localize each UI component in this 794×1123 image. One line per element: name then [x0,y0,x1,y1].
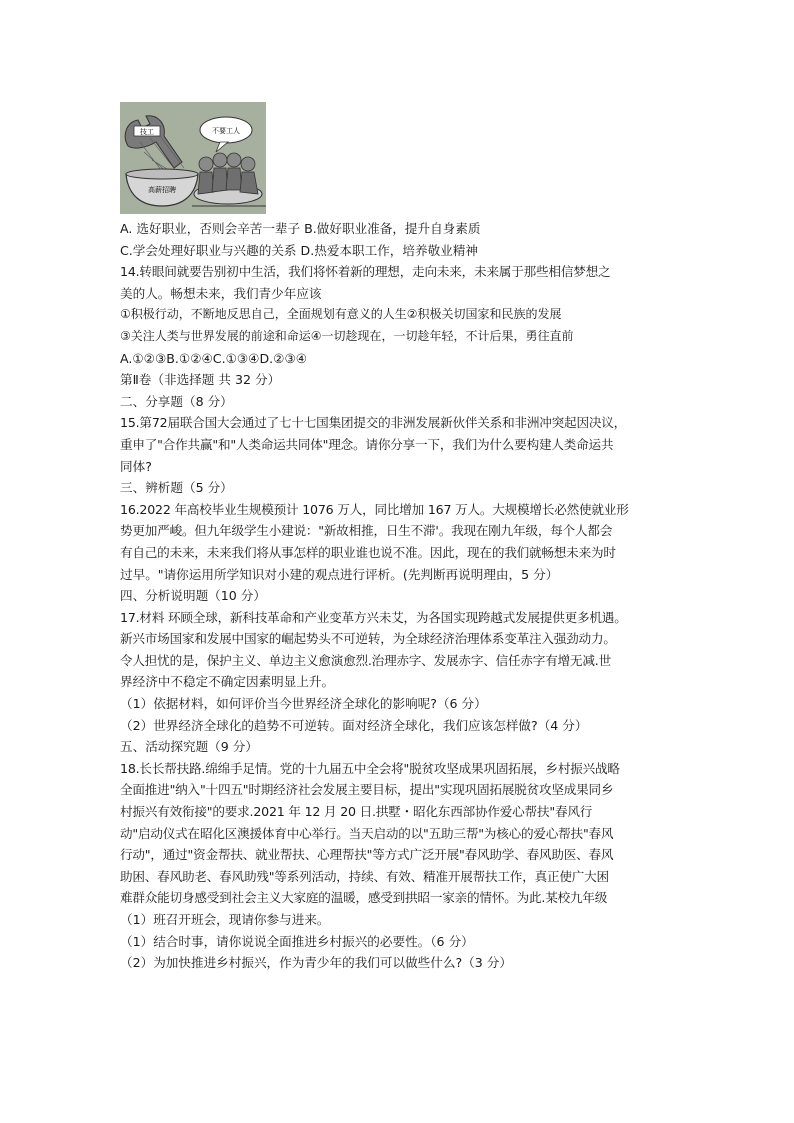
section-heading-share: 二、分享题（8 分） [120,393,233,409]
question-16-line-2: 势更加严峻。但九年级学生小建说："新故相推，日生不滞'。我现在刚九年级，每个人都会 [120,523,613,539]
question-15-line-1: 15.第72届联合国大会通过了七十七国集团提交的非洲发展新伙伴关系和非洲冲突起因决议， [120,415,627,431]
section-heading-analysis: 四、分析说明题（10 分） [120,588,266,604]
question-18-line-4: 动"启动仪式在昭化区澳援体育中心举行。当天启动的以"五助三帮"为核心的爱心帮扶"春风 [120,825,614,841]
question-18-sub-2: （2）为加快推进乡村振兴，作为青少年的我们可以做些什么?（3 分） [120,955,512,971]
question-14-statement-1: ①积极行动，不断地反思自己，全面规划有意义的人生②积极关切国家和民族的发展 [120,307,562,322]
bowl-label: 高薪招聘 [148,186,176,194]
question-16-line-3: 有自己的未来，未来我们将从事怎样的职业谁也说不准。因此，现在的我们就畅想未来为时 [120,544,616,560]
question-14-statement-2: ③关注人类与世界发展的前途和命运④一切趁现在，一切趁年轻，不计后果，勇往直前 [120,328,574,343]
cartoon-illustration [120,102,266,214]
question-17-sub-2: （2）世界经济全球化的趋势不可逆转。面对经济全球化，我们应该怎样做?（4 分） [120,717,588,733]
skill-sign-text: 技工 [140,128,154,136]
speech-bubble-text: 不要工人 [212,127,240,135]
question-15-line-3: 同体? [120,458,152,474]
question-14-line-1: 14.转眼间就要告别初中生活，我们将怀着新的理想，走向未来，未来属于那些相信梦想之 [120,264,611,280]
question-18-line-3: 村振兴有效衔接"的要求.2021 年 12 月 20 日.拱墅・昭化东西部协作爱心帮扶"春风行 [120,804,593,820]
question-17-line-4: 界经济中不稳定不确定因素明显上升。 [120,674,335,690]
option-line-cd: C.学会处理好职业与兴趣的关系 D.热爱本职工作，培养敬业精神 [120,242,478,258]
section-heading-discern: 三、辨析题（5 分） [120,480,233,496]
question-18-line-7: 难群众能切身感受到社会主义大家庭的温暖，感受到拱昭一家亲的情怀。为此.某校九年级 [120,890,608,906]
question-text-block [120,218,686,974]
section-title-part-2: 第Ⅱ卷（非选择题 共 32 分） [120,372,281,388]
question-17-line-2: 新兴市场国家和发展中国家的崛起势头不可逆转，为全球经济治理体系变革注入强劲动力。 [120,631,616,647]
question-14-line-2: 美的人。畅想未来，我们青少年应该 [120,285,322,301]
question-15-line-2: 重申了"合作共赢"和"人类命运共同体"理念。请你分享一下，我们为什么要构建人类命运共 [120,436,614,452]
question-18-line-1: 18.长长帮扶路.绵绵手足情。党的十九届五中全会将"脱贫攻坚成果巩固拓展，乡村振兴战略 [120,760,620,776]
question-18-line-8: （1）班召开班会，现请你参与进来。 [120,912,330,927]
question-18-sub-1: （1）结合时事，请你说说全面推进乡村振兴的必要性。（6 分） [120,933,474,949]
section-heading-activity: 五、活动探究题（9 分） [120,739,258,755]
question-14-options: A.①②③B.①②④C.①③④D.②③④ [120,350,308,366]
question-18-line-5: 行动"，通过"资金帮扶、就业帮扶、心理帮扶"等方式广泛开展"春风助学、春风助医、春风 [120,847,614,863]
cartoon-drawing [120,102,266,214]
question-17-sub-1: （1）依据材料，如何评价当今世界经济全球化的影响呢?（6 分） [120,696,487,712]
question-17-line-1: 17.材料 环顾全球，新科技革命和产业变革方兴未艾，为各国实现跨越式发展提供更多机遇。 [120,609,627,625]
option-line-ab: A. 选好职业，否则会辛苦一辈子 B.做好职业准备，提升自身素质 [120,221,481,236]
question-16-line-1: 16.2022 年高校毕业生规模预计 1076 万人，同比增加 167 万人。大规模增长必然使就业形 [120,501,629,517]
question-16-line-4: 过早。"请你运用所学知识对小建的观点进行评析。(先判断再说明理由，5 分） [120,566,559,582]
question-18-line-2: 全面推进"纳入"十四五"时期经济社会发展主要目标，提出"实现巩固拓展脱贫攻坚成果同乡 [120,782,614,798]
question-18-line-6: 助困、春风助老、春风助残"等系列活动，持续、有效、精准开展帮扶工作，真正使广大困 [120,868,609,884]
question-17-line-3: 令人担忧的是，保护主义、单边主义愈演愈烈.治理赤字、发展赤字、信任赤字有增无减.世 [120,652,611,668]
